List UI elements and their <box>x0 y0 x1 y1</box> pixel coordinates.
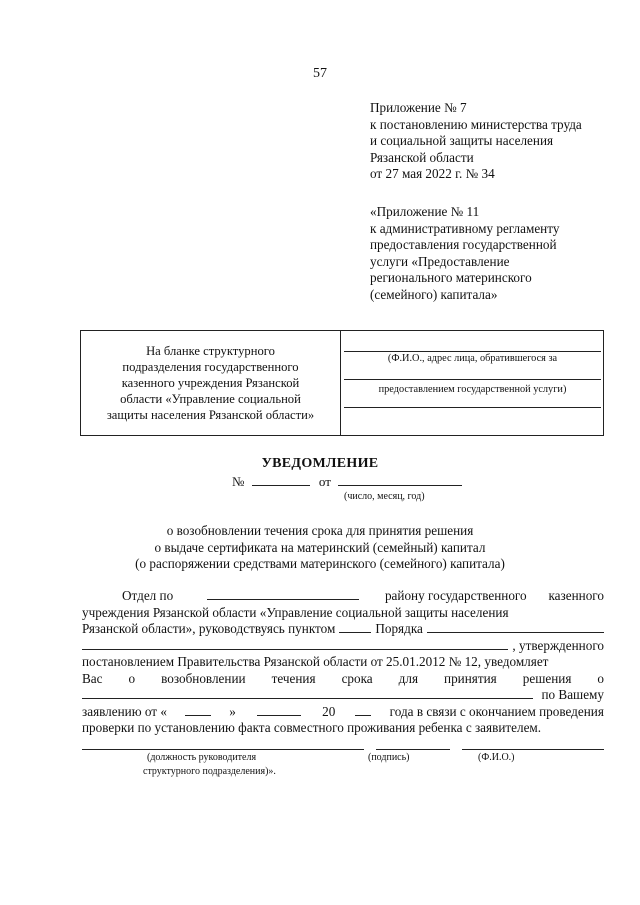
appendix-line: к постановлению министерства труда <box>370 116 582 132</box>
subject-line: о выдаче сертификата на материнский (семейный) капитал <box>154 539 486 555</box>
date-caption: (число, месяц, год) <box>344 491 425 502</box>
addressee-caption: (Ф.И.О., адрес лица, обратившегося за <box>387 353 558 364</box>
letterhead-line: казенного учреждения Рязанской <box>121 376 300 390</box>
position-caption: структурного подразделения)». <box>143 766 276 777</box>
addressee-block <box>344 331 601 435</box>
body-text: учреждения Рязанской области «Управление социальной защиты населения <box>82 604 509 620</box>
number-date-line <box>232 474 462 490</box>
body-line <box>82 621 604 638</box>
body-text: , утвержденного <box>512 637 604 653</box>
appendix-ref-line: «Приложение № 11 <box>370 204 480 219</box>
box-divider <box>340 331 341 435</box>
body-word: решения <box>522 670 572 686</box>
body-word: Вас <box>82 670 103 686</box>
appendix-line: Приложение № 7 <box>370 100 467 115</box>
body-word: принятия <box>444 670 497 686</box>
application-year-field <box>355 704 371 716</box>
body-line <box>82 704 604 721</box>
application-month-field <box>257 704 301 716</box>
position-caption: (должность руководителя <box>147 752 257 763</box>
body-word: о <box>128 670 136 686</box>
body-word: возобновлении <box>161 670 246 686</box>
appendix-line: Рязанской области <box>370 149 474 165</box>
body-line <box>82 654 604 671</box>
letterhead-line: подразделения государственного <box>122 360 299 374</box>
body-line <box>82 588 604 605</box>
addressee-line <box>344 407 601 408</box>
name-signature-line <box>462 749 604 750</box>
district-field <box>207 588 359 600</box>
signature-line <box>376 749 450 750</box>
appendix-line: и социальной защиты населения <box>370 133 554 148</box>
addressee-line <box>344 379 601 380</box>
date-prefix: от <box>318 474 331 489</box>
appendix-ref-line: предоставления государственной <box>370 237 557 252</box>
body-text: Отдел по <box>122 588 174 603</box>
letterhead-box <box>80 330 604 436</box>
procedure-field-cont <box>82 638 508 650</box>
page-number: 57 <box>313 66 327 81</box>
notice-body <box>82 588 604 737</box>
name-caption: (Ф.И.О.) <box>478 752 515 763</box>
body-word: течения <box>271 670 316 686</box>
decision-field <box>82 687 533 699</box>
body-line <box>82 720 604 737</box>
appendix-line: от 27 мая 2022 г. № 34 <box>370 166 495 181</box>
document-title: УВЕДОМЛЕНИЕ <box>261 456 379 471</box>
body-text: года в связи с окончанием проведения <box>389 703 604 719</box>
letterhead-line: защиты населения Рязанской области» <box>106 408 315 422</box>
clause-field <box>339 621 371 633</box>
body-text: Рязанской области», руководствуясь пунктом <box>82 621 336 636</box>
appendix-reference <box>370 204 559 303</box>
position-signature-line <box>82 749 364 750</box>
appendix-ref-line: услуги «Предоставление <box>370 253 510 269</box>
addressee-caption: предоставлением государственной услуги) <box>378 384 567 395</box>
appendix-ref-line: регионального материнского <box>370 270 532 285</box>
body-text: по Вашему <box>541 687 604 702</box>
body-text: 20 <box>322 703 336 719</box>
body-text: постановлением Правительства Рязанской области от 25.01.2012 № 12, уведомляет <box>82 654 549 669</box>
body-text: заявлению от « <box>82 703 167 719</box>
body-word: срока <box>341 670 373 686</box>
addressee-line <box>344 351 601 352</box>
body-text: проверки по установлению факта совместного проживания ребенка с заявителем. <box>82 720 542 735</box>
letterhead-line: На бланке структурного <box>146 344 275 358</box>
signature-caption: (подпись) <box>368 752 410 763</box>
body-text: » <box>229 703 236 719</box>
subject-line: о возобновлении течения срока для принятия решения <box>166 523 474 538</box>
letterhead-text <box>81 343 340 423</box>
body-line <box>82 687 604 704</box>
appendix-ref-line: к административному регламенту <box>370 220 560 236</box>
appendix-header <box>370 100 582 183</box>
procedure-field <box>427 621 604 633</box>
body-line <box>82 671 604 688</box>
body-text: району государственного <box>384 588 527 603</box>
body-line <box>82 605 604 622</box>
number-sign: № <box>232 474 245 489</box>
body-word: о <box>597 670 604 686</box>
body-line <box>82 638 604 655</box>
date-field <box>338 474 462 486</box>
subject-line: (о распоряжении средствами материнского (семейного) капитала) <box>135 556 505 571</box>
letterhead-line: области «Управление социальной <box>120 392 301 406</box>
application-day-field <box>185 704 211 716</box>
body-word: для <box>398 670 419 686</box>
body-text: Порядка <box>375 621 423 636</box>
notice-subject <box>0 523 640 573</box>
body-text: казенного <box>548 588 604 603</box>
appendix-ref-line: (семейного) капитала» <box>370 286 498 302</box>
number-field <box>252 474 310 486</box>
